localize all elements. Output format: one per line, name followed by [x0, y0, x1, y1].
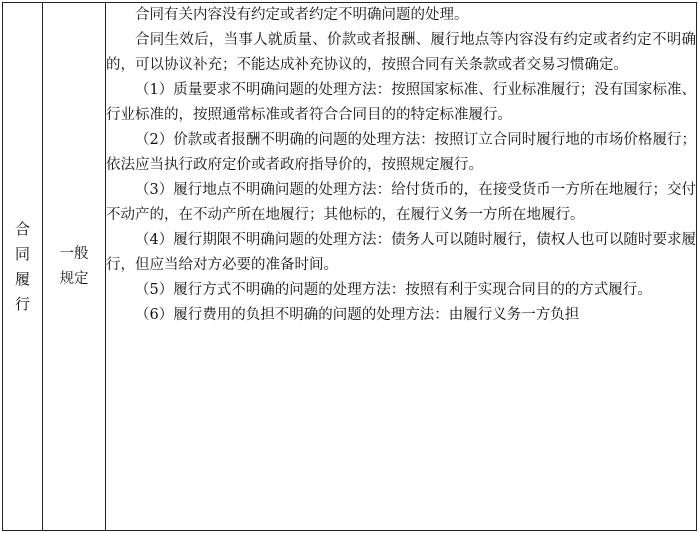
subcategory-cell: [43, 3, 106, 531]
contract-performance-table: [2, 2, 697, 531]
category-char: 合: [14, 219, 30, 238]
category-char: 履: [14, 269, 30, 288]
paragraph: （2）价款或者报酬不明确的问题的处理方法：按照订立合同时履行地的市场价格履行；依法应当执行政府定价或者政府指导价的，按照规定履行。: [106, 132, 696, 173]
category-char: 行: [14, 294, 30, 313]
paragraph: 合同有关内容没有约定或者约定不明确问题的处理。: [135, 7, 469, 23]
paragraph: （1）质量要求不明确问题的处理方法：按照国家标准、行业标准履行；没有国家标准、行业标准的，按照通常标准或者符合合同目的的特定标准履行。: [106, 82, 696, 123]
table-row: [3, 3, 697, 531]
paragraph: （5）履行方式不明确的问题的处理方法：按照有利于实现合同目的的方式履行。: [135, 282, 652, 298]
subcategory-line: 规定: [59, 270, 89, 287]
paragraph: （4）履行期限不明确问题的处理方法：债务人可以随时履行，债权人也可以随时要求履行，但应当给对方必要的准备时间。: [106, 232, 696, 273]
paragraph: （6）履行费用的负担不明确的问题的处理方法：由履行义务一方负担: [135, 307, 580, 323]
content-cell: [106, 3, 697, 531]
paragraph: （3）履行地点不明确问题的处理方法：给付货币的，在接受货币一方所在地履行；交付不动产的，在不动产所在地履行；其他标的，在履行义务一方所在地履行。: [106, 182, 696, 223]
paragraph: 合同生效后，当事人就质量、价款或者报酬、履行地点等内容没有约定或者约定不明确的，可以协议补充；不能达成补充协议的，按照合同有关条款或者交易习惯确定。: [106, 32, 696, 73]
category-cell: [3, 3, 43, 531]
subcategory-line: 一般: [59, 245, 89, 262]
category-char: 同: [14, 244, 30, 263]
